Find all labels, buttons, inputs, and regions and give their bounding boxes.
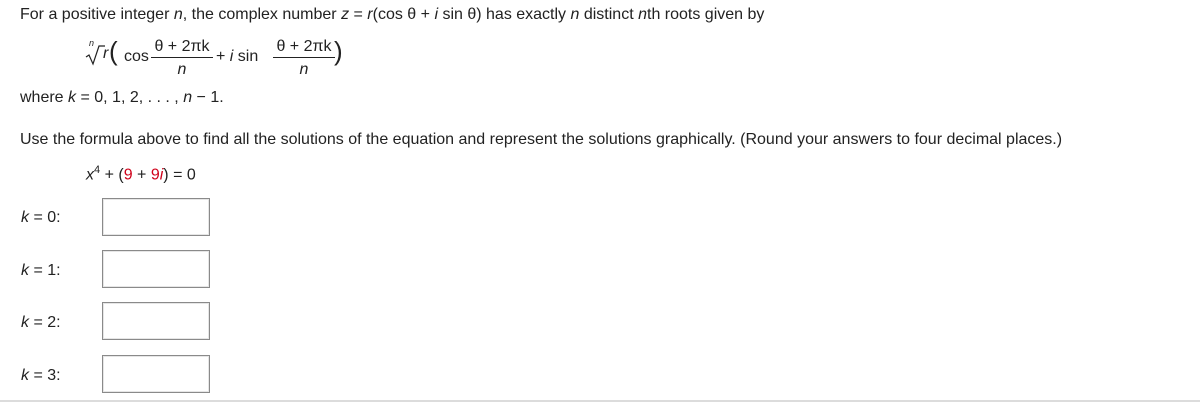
k-value-label: = 0: [29,209,61,226]
root-index: n [89,38,95,48]
var-k: k [21,209,29,226]
var-i: i [434,6,438,23]
answer-label-k3 [21,367,61,385]
real-part: 9 [123,166,133,184]
equals-zero: = 0 [168,166,196,184]
radicand-r: r [103,45,109,62]
k-value-label: = 2: [29,314,61,331]
open-paren: ( [118,166,124,184]
answer-input-k1[interactable] [102,250,210,288]
plus-sign: + [132,166,151,184]
var-n: n [638,6,647,23]
var-n: n [173,6,183,23]
var-z: z [341,6,350,23]
cos-label: cos [124,48,149,65]
bottom-divider [0,400,1200,402]
where-text: − 1. [192,89,224,106]
answer-input-k2[interactable] [102,302,210,340]
denominator-2: n [299,61,309,78]
intro-text: th roots given by [647,6,765,23]
var-i: i [159,166,164,184]
var-r: r [367,6,373,23]
var-k: k [68,89,77,106]
radical-sign-icon [85,44,105,66]
where-text: = 0, 1, 2, . . . , [76,89,184,106]
k-value-label: = 1: [29,262,61,279]
sin-label: sin [233,48,259,65]
imaginary-part [151,166,163,183]
intro-text: sin θ) has exactly [438,6,571,23]
answer-input-k3[interactable] [102,355,210,393]
answer-label-k2 [21,314,61,332]
intro-text: (cos θ + [372,6,435,23]
denominator-1: n [177,61,187,78]
close-paren-icon: ) [334,36,343,66]
var-x: x [86,166,94,184]
intro-text: distinct [579,6,639,23]
var-k: k [21,262,29,279]
imag-coefficient: 9 [150,166,160,184]
where-k-line [20,89,224,107]
numerator-2: θ + 2πk [276,38,332,55]
open-paren-icon: ( [109,36,118,66]
answer-input-k0[interactable] [102,198,210,236]
numerator-1: θ + 2πk [154,38,210,55]
k-value-label: = 3: [29,367,61,384]
where-text: where [20,89,69,106]
plus-sign: + [100,166,119,184]
close-paren: ) [163,166,169,184]
fraction-bar-2 [273,57,335,58]
fraction-bar-1 [151,57,213,58]
var-n: n [570,6,580,23]
intro-text: , the complex number [182,6,342,23]
var-k: k [21,367,29,384]
equals-sign: = [349,6,368,23]
intro-sentence [20,6,764,24]
i-sin-term [216,48,258,66]
answer-label-k1 [21,262,61,280]
exponent: 4 [94,164,101,176]
var-k: k [21,314,29,331]
instruction-text: Use the formula above to find all the solutions of the equation and represent the solutions graphically. (Round your answers to four decimal places.) [20,131,1063,148]
answer-label-k0 [21,209,61,227]
equation [86,164,196,184]
intro-text: For a positive integer [20,6,174,23]
var-i: i [229,48,234,65]
var-n: n [183,89,193,106]
plus-sign: + [216,48,230,65]
